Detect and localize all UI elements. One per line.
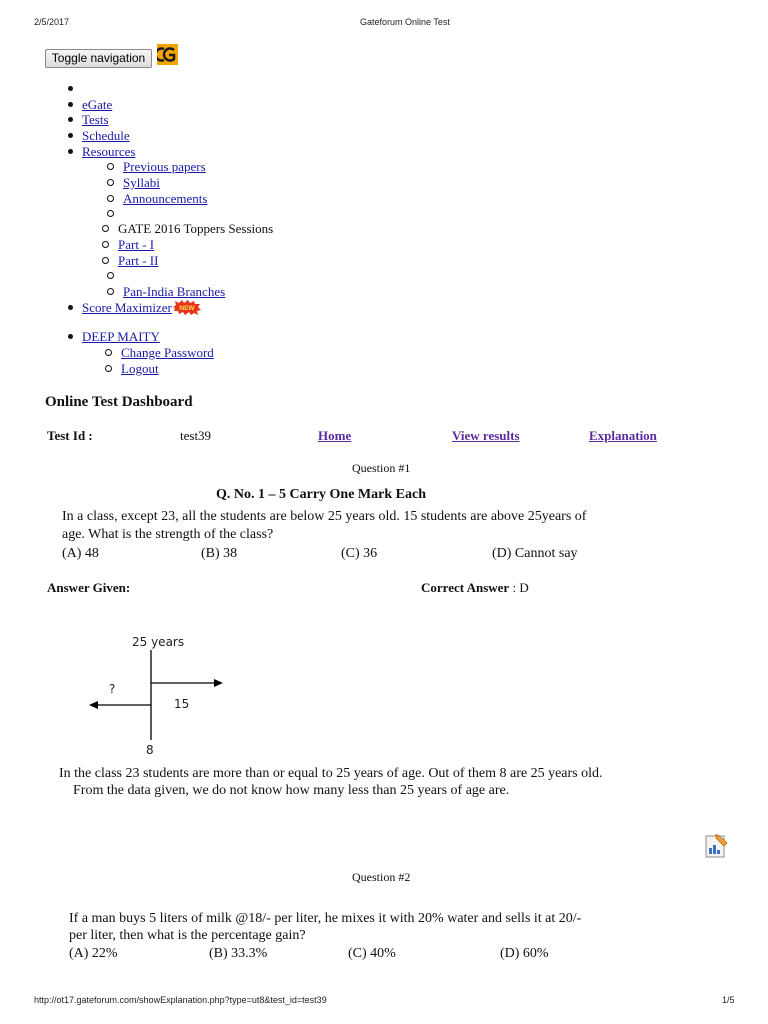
question-text-line: In a class, except 23, all the students are below 25 years old. 15 students are above 25years of [62,509,587,524]
link-part-1[interactable]: Part - I [118,237,155,252]
correct-answer [421,580,529,596]
question-header: Question #1 [352,461,411,475]
view-results-link[interactable]: View results [452,428,520,443]
question-text-line: per liter, then what is the percentage gain? [69,928,306,943]
nav-item-user [82,329,160,344]
submenu-item-announcements [123,191,207,206]
explanation-link[interactable]: Explanation [589,428,657,443]
chart-report-icon[interactable] [705,833,729,859]
submenu-item-part-1 [118,237,154,252]
option-d: (D) 60% [500,946,549,961]
page-title: Online Test Dashboard [45,394,193,410]
home-link[interactable]: Home [318,428,352,443]
section-title: Q. No. 1 – 5 Carry One Mark Each [216,487,426,502]
new-badge-icon [173,300,201,315]
diagram-label-top: 25 years [132,635,185,649]
user-menu-item-change-password [121,345,214,360]
nav-link-score-maximizer[interactable]: Score Maximizer [82,300,172,315]
test-id-value: test39 [180,428,212,443]
option-b: (B) 33.3% [209,946,268,961]
option-a: (A) 48 [62,546,99,561]
option-c: (C) 36 [341,546,378,561]
correct-answer-value: D [519,580,529,595]
question-header: Question #2 [352,870,411,884]
print-page-number: 1/5 [722,995,735,1005]
print-url: http://ot17.gateforum.com/showExplanation.php?type=ut8&test_id=test39 [34,995,327,1005]
explanation-diagram [80,630,240,760]
link-logout[interactable]: Logout [121,361,159,376]
toggle-navigation-button[interactable]: Toggle navigation [45,49,152,68]
nav-item-egate [82,97,112,112]
test-id-label: Test Id : [47,428,93,443]
option-a: (A) 22% [69,946,118,961]
submenu-item-syllabi [123,175,160,190]
explanation-text-line: In the class 23 students are more than or equal to 25 years of age. Out of them 8 are 25 years old. [59,766,603,781]
print-date: 2/5/2017 [34,17,70,27]
question-text-line: age. What is the strength of the class? [62,527,274,542]
link-change-password[interactable]: Change Password [121,345,214,360]
link-previous-papers[interactable]: Previous papers [123,159,206,174]
answer-given-label: Answer Given: [47,580,131,595]
diagram-right-arrowhead [214,679,223,687]
question-text-line: If a man buys 5 liters of milk @18/- per liter, he mixes it with 20% water and sells it at 20/- [69,911,582,926]
nav-item-tests [82,112,109,127]
nav-item-schedule [82,128,130,143]
user-menu-link[interactable]: DEEP MAITY [82,329,160,344]
option-d: (D) Cannot say [492,546,578,561]
submenu-toppers-heading: GATE 2016 Toppers Sessions [118,221,274,236]
diagram-label-right: 15 [174,697,190,711]
nav-link-tests[interactable]: Tests [82,112,109,127]
diagram-label-left: ? [109,682,116,696]
nav-link-egate[interactable]: eGate [82,97,113,112]
link-pan-india-branches[interactable]: Pan-India Branches [123,284,226,299]
link-syllabi[interactable]: Syllabi [123,175,160,190]
diagram-label-bottom: 8 [146,743,154,757]
explanation-text-line: From the data given, we do not know how many less than 25 years of age are. [73,783,510,798]
option-c: (C) 40% [348,946,396,961]
submenu-item-part-2 [118,253,158,268]
nav-link-schedule[interactable]: Schedule [82,128,130,143]
link-part-2[interactable]: Part - II [118,253,159,268]
nav-item-score-maximizer [82,300,201,315]
diagram-left-arrowhead [89,701,98,709]
correct-answer-label: Correct Answer [421,580,510,595]
print-title: Gateforum Online Test [360,17,450,27]
correct-answer-separator: : [509,580,520,595]
submenu-item-pan-india [123,284,225,299]
gateforum-logo-icon[interactable] [157,44,178,65]
new-badge-text: NEW [179,305,195,312]
option-b: (B) 38 [201,546,238,561]
link-announcements[interactable]: Announcements [123,191,208,206]
user-menu-item-logout [121,361,159,376]
nav-link-resources[interactable]: Resources [82,144,136,159]
submenu-item-previous-papers [123,159,206,174]
nav-item-resources [82,144,135,159]
